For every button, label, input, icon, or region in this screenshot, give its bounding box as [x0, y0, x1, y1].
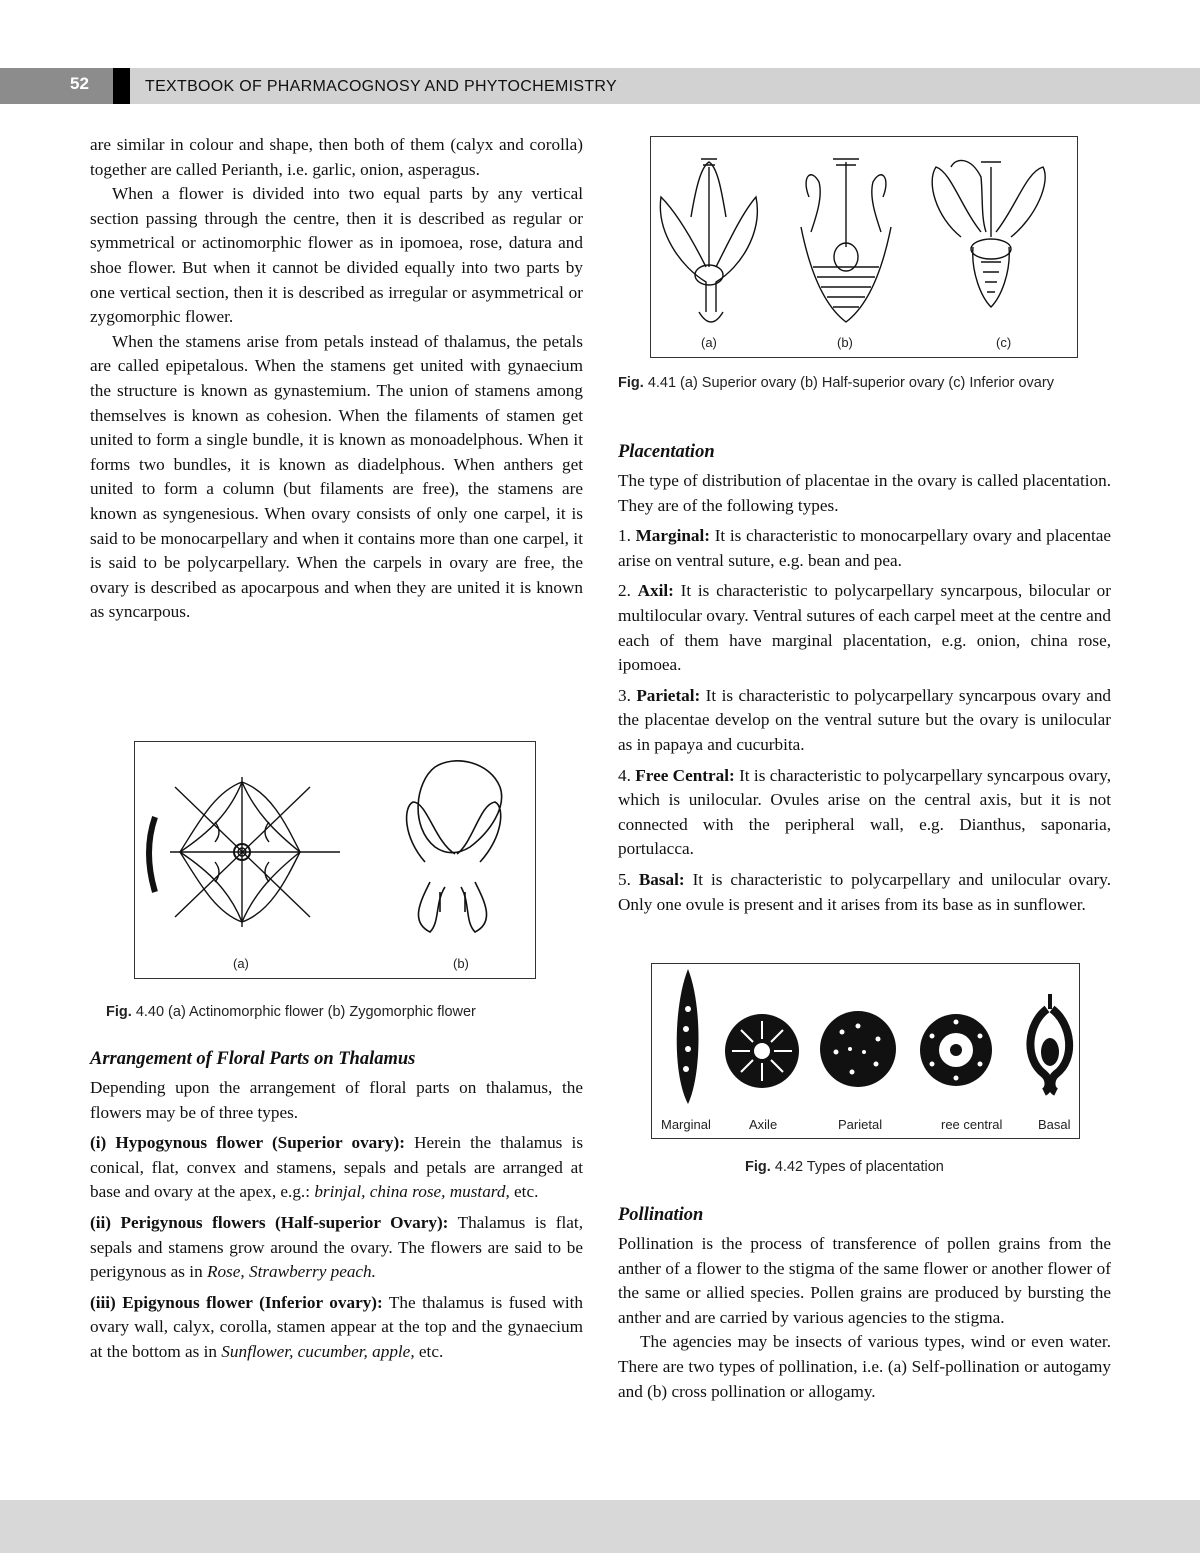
paragraph-symmetry: When a flower is divided into two equal parts by any vertical section passing through the centre, then it is described as regular or symmetrical or actinomorphic flower as in ipomoea, rose, datura and shoe flower. But when it cannot be divided equally into two parts by one vertical section, then it is described as irregular or asymmetrical or zygomorphic flower. — [90, 184, 583, 327]
placentation-item-parietal: 3. Parietal: It is characteristic to polycarpellary syncarpous ovary and the placentae develop on the ventral suture but the ovary is unilocular as in papaya and cucurbita. — [618, 685, 1112, 754]
superior-ovary-drawing — [660, 159, 757, 322]
caption-fig-label: Fig. — [745, 1159, 771, 1175]
figure-label-b: (b) — [453, 956, 469, 971]
inferior-ovary-drawing — [932, 160, 1045, 307]
item-hypogynous: (i) Hypogynous flower (Superior ovary): Herein the thalamus is conical, flat, convex and stamens, sepals and petals are arranged at base and ovary at the apex, e.g.: brinjal, china rose, mustard, etc. — [90, 1133, 584, 1202]
ovary-position-illustration — [651, 137, 1077, 357]
header-separator — [113, 68, 130, 104]
section-heading-pollination: Pollination — [618, 1205, 704, 1225]
placentation-item-axil: 2. Axil: It is characteristic to polycarpellary syncarpous, bilocular or multilocular ovary. Ventral sutures of each carpel meet at the centre and each of them have marginal placentation, e.g. onion, china rose, ipomoea. — [618, 581, 1111, 675]
figure-4-41 — [650, 136, 1078, 358]
placentation-types-illustration — [652, 964, 1079, 1138]
page-number-box — [0, 68, 113, 104]
placentation-label-free-central: ree central — [941, 1117, 1003, 1132]
caption-fig-label: Fig. — [618, 375, 644, 391]
page-number: 52 — [70, 74, 89, 93]
caption-text: 4.41 (a) Superior ovary (b) Half-superior ovary (c) Inferior ovary — [647, 375, 1054, 391]
placentation-label-basal: Basal — [1038, 1117, 1071, 1132]
figure-label-c: (c) — [996, 335, 1012, 350]
figure-label-a: (a) — [701, 335, 717, 350]
paragraph-pollination-definition: Pollination is the process of transference of pollen grains from the anther of a flower to the stigma of the same flower or another flower of the same or allied species. Pollen grains are produced by bursting the anther and are carried by various agencies to the stigma. — [618, 1234, 1111, 1327]
zygomorphic-flower-drawing — [407, 761, 502, 932]
figure-label-a: (a) — [233, 956, 249, 971]
paragraph-arrangement-intro: Depending upon the arrangement of floral parts on thalamus, the flowers may be of three types. — [90, 1078, 583, 1122]
arrangement-section — [90, 1046, 583, 1365]
footer-bar — [0, 1500, 1200, 1553]
section-heading-placentation: Placentation — [618, 442, 715, 462]
basal-placentation-drawing — [1030, 994, 1069, 1092]
pollination-section — [618, 1202, 1111, 1404]
figure-label-b: (b) — [837, 335, 853, 350]
section-heading-arrangement: Arrangement of Floral Parts on Thalamus — [90, 1049, 416, 1069]
figure-4-40-caption — [106, 1002, 586, 1023]
placentation-section — [618, 439, 1111, 917]
figure-4-41-caption — [618, 373, 1112, 394]
half-superior-ovary-drawing — [801, 159, 891, 322]
paragraph-placentation-intro: The type of distribution of placentae in the ovary is called placentation. They are of the following types. — [618, 471, 1111, 515]
figure-4-40 — [134, 741, 536, 979]
parietal-placentation-drawing — [820, 1011, 896, 1087]
caption-fig-label: Fig. — [106, 1004, 132, 1020]
left-column — [90, 133, 583, 625]
caption-text: 4.42 Types of placentation — [774, 1159, 944, 1175]
free-central-placentation-drawing — [920, 1014, 992, 1086]
paragraph-stamens: When the stamens arise from petals instead of thalamus, the petals are called epipetalous. When the stamens get united with gynaecium the structure is known as gynastemium. The union of stamens among themselves is known as cohesion. When the filaments of stamen get united to form a single bundle, it is known as monoadelphous. When it forms two bundles, it is known as diadelphous. When anthers get united to form a column (but filaments are free), the stamens are known as syngenesious. When ovary consists of only one carpel, it is said to be monocarpellary and when it contains more than one carpel, it is said to be polycarpellary. When the carpels in ovary are free, the ovary is described as apocarpous and when they are united it is known as syncarpous. — [90, 331, 583, 622]
item-perigynous: (ii) Perigynous flowers (Half-superior Ovary): Thalamus is flat, sepals and stamens grow around the ovary. The flowers are said to be perigynous as in Rose, Strawberry peach. — [90, 1212, 583, 1282]
placentation-item-basal: 5. Basal: It is characteristic to polycarpellary and unilocular ovary. Only one ovule is present and it arises from its base as in sunflower. — [618, 869, 1111, 914]
placentation-label-axile: Axile — [749, 1117, 778, 1132]
running-title: TEXTBOOK OF PHARMACOGNOSY AND PHYTOCHEMISTRY — [145, 78, 617, 95]
flower-symmetry-illustration — [135, 742, 535, 978]
item-epigynous: (iii) Epigynous flower (Inferior ovary): The thalamus is fused with ovary wall, calyx, corolla, stamen appear at the top and the gynaecium at the bottom as in Sunflower, cucumber, apple, etc. — [90, 1292, 583, 1361]
figure-4-42 — [651, 963, 1080, 1139]
paragraph-pollination-types: The agencies may be insects of various types, wind or even water. There are two types of pollination, i.e. (a) Self-pollination or autogamy and (b) cross pollination or allogamy. — [618, 1332, 1111, 1401]
placentation-item-free-central: 4. Free Central: It is characteristic to polycarpellary syncarpous ovary, which is unilocular. Ovules arise on the central axis, but it is not connected with the peripheral wall, e.g. Dianthus, saponaria, portulacca. — [618, 765, 1111, 859]
figure-4-42-caption — [745, 1157, 1045, 1178]
actinomorphic-flower-drawing — [149, 777, 340, 927]
marginal-placentation-drawing — [677, 969, 699, 1104]
placentation-label-marginal: Marginal — [661, 1117, 711, 1132]
placentation-label-parietal: Parietal — [838, 1117, 883, 1132]
placentation-item-marginal: 1. Marginal: It is characteristic to monocarpellary ovary and placentae arise on ventral suture, e.g. bean and pea. — [618, 526, 1111, 570]
axile-placentation-drawing — [725, 1014, 799, 1088]
paragraph-perianth: are similar in colour and shape, then both of them (calyx and corolla) together are called Perianth, i.e. garlic, onion, asperagus. — [90, 135, 583, 179]
caption-text: 4.40 (a) Actinomorphic flower (b) Zygomorphic flower — [135, 1004, 476, 1020]
